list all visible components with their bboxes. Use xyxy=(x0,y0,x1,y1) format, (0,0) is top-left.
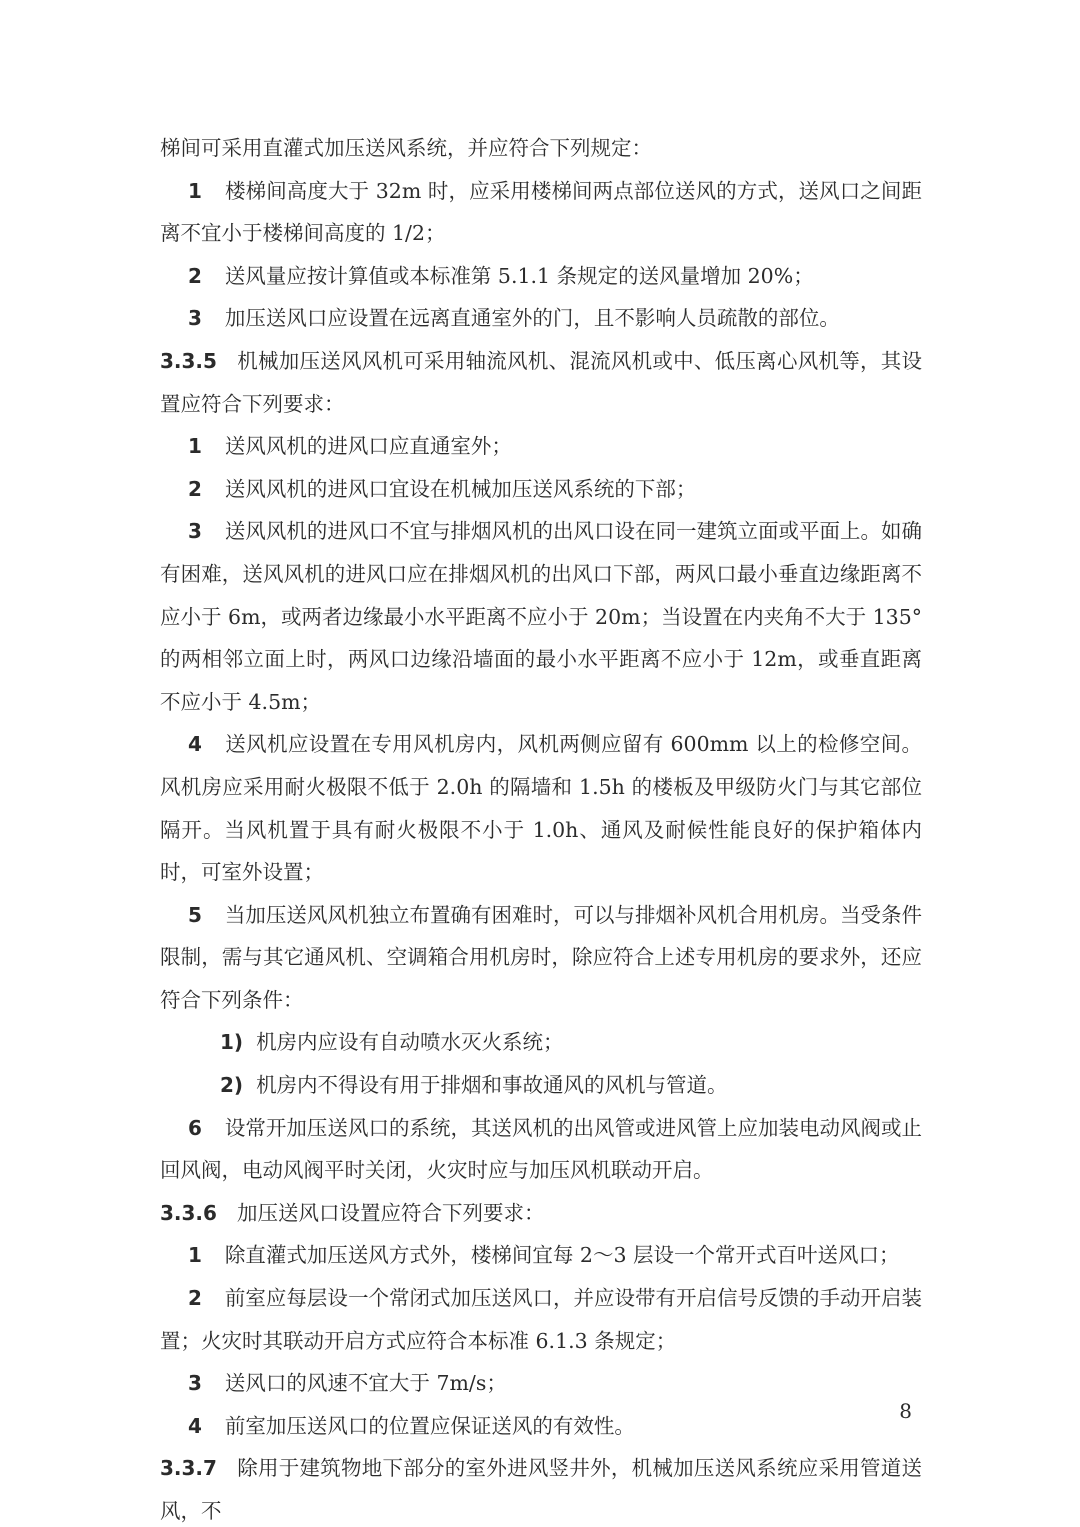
item-number: 4 xyxy=(188,1413,202,1438)
clause-text: 送风风机的进风口应直通室外； xyxy=(224,434,512,459)
subitem-number: 1) xyxy=(220,1030,244,1055)
page-number: 8 xyxy=(899,1399,912,1423)
item-number: 3 xyxy=(188,1371,202,1396)
item-number: 1 xyxy=(188,1243,202,1268)
sub-clause-item xyxy=(160,1021,922,1064)
clause-text: 梯间可采用直灌式加压送风系统，并应符合下列规定： xyxy=(160,136,652,160)
clause-text: 机械加压送风风机可采用轴流风机、混流风机或中、低压离心风机等，其设置应符合下列要求： xyxy=(160,348,922,416)
clause-text: 送风机应设置在专用风机房内，风机两侧应留有 600mm 以上的检修空间。风机房应采用耐火极限不低于 2.0h 的隔墙和 1.5h 的楼板及甲级防火门与其它部位隔开。当风机置于具有耐火极限不小于 1.0h、通风及耐候性能良好的保护箱体内时，可室外设置； xyxy=(160,732,922,885)
clause-item xyxy=(160,723,922,893)
clause-text: 机房内不得设有用于排烟和事故通风的风机与管道。 xyxy=(256,1073,728,1098)
item-number: 2 xyxy=(188,476,202,501)
document-body xyxy=(160,127,922,1527)
section-number: 3.3.5 xyxy=(160,348,217,373)
clause-text: 除直灌式加压送风方式外，楼梯间宜每 2～3 层设一个常开式百叶送风口； xyxy=(224,1243,900,1268)
clause-item xyxy=(160,894,922,1022)
clause-item xyxy=(160,510,922,723)
item-number: 6 xyxy=(188,1115,202,1140)
section-clause xyxy=(160,1192,922,1235)
clause-text: 送风风机的进风口不宜与排烟风机的出风口设在同一建筑立面或平面上。如确有困难，送风风机的进风口应在排烟风机的出风口下部，两风口最小垂直边缘距离不应小于 6m，或两者边缘最小水平距离不应小于 20m；当设置在内夹角不大于 135°的两相邻立面上时，两风口边缘沿墙面的最小水平距离不应小于 12m，或垂直距离不应小于 4.5m； xyxy=(160,519,922,714)
clause-item xyxy=(160,297,922,340)
item-number: 1 xyxy=(188,178,202,203)
section-clause xyxy=(160,1447,922,1527)
clause-item xyxy=(160,425,922,468)
section-number: 3.3.6 xyxy=(160,1200,217,1225)
item-number: 2 xyxy=(188,1286,202,1311)
clause-text: 送风风机的进风口宜设在机械加压送风系统的下部； xyxy=(224,476,697,501)
clause-text: 设常开加压送风口的系统，其送风机的出风管或进风管上应加装电动风阀或止回风阀，电动风阀平时关闭，火灾时应与加压风机联动开启。 xyxy=(160,1115,922,1183)
clause-text: 加压送风口应设置在远离直通室外的门，且不影响人员疏散的部位。 xyxy=(224,306,840,331)
item-number: 5 xyxy=(188,902,202,927)
clause-text: 加压送风口设置应符合下列要求： xyxy=(236,1200,545,1225)
clause-text: 楼梯间高度大于 32m 时，应采用楼梯间两点部位送风的方式，送风口之间距离不宜小于楼梯间高度的 1/2； xyxy=(160,178,922,246)
clause-item xyxy=(160,1107,922,1192)
clause-text: 前室应每层设一个常闭式加压送风口，并应设带有开启信号反馈的手动开启装置；火灾时其联动开启方式应符合本标准 6.1.3 条规定； xyxy=(160,1286,922,1353)
section-clause xyxy=(160,340,922,425)
item-number: 3 xyxy=(188,519,202,544)
item-number: 2 xyxy=(188,263,202,288)
clause-item xyxy=(160,1234,922,1277)
item-number: 3 xyxy=(188,306,202,331)
clause-text: 送风口的风速不宜大于 7m/s； xyxy=(224,1371,507,1396)
sub-clause-item xyxy=(160,1064,922,1107)
clause-item xyxy=(160,1362,922,1405)
subitem-number: 2) xyxy=(220,1073,244,1098)
item-number: 1 xyxy=(188,434,202,459)
clause-text: 送风量应按计算值或本标准第 5.1.1 条规定的送风量增加 20%； xyxy=(224,263,814,288)
paragraph xyxy=(160,127,922,170)
item-number: 4 xyxy=(188,732,202,757)
clause-item xyxy=(160,1405,922,1448)
clause-text: 除用于建筑物地下部分的室外进风竖井外，机械加压送风系统应采用管道送风，不 xyxy=(160,1456,922,1523)
clause-item xyxy=(160,1277,922,1362)
clause-text: 前室加压送风口的位置应保证送风的有效性。 xyxy=(224,1413,635,1438)
clause-item xyxy=(160,170,922,255)
clause-item xyxy=(160,255,922,298)
clause-item xyxy=(160,468,922,511)
clause-text: 机房内应设有自动喷水灭火系统； xyxy=(256,1030,564,1055)
section-number: 3.3.7 xyxy=(160,1456,217,1481)
clause-text: 当加压送风风机独立布置确有困难时，可以与排烟补风机合用机房。当受条件限制，需与其它通风机、空调箱合用机房时，除应符合上述专用机房的要求外，还应符合下列条件： xyxy=(160,902,922,1012)
